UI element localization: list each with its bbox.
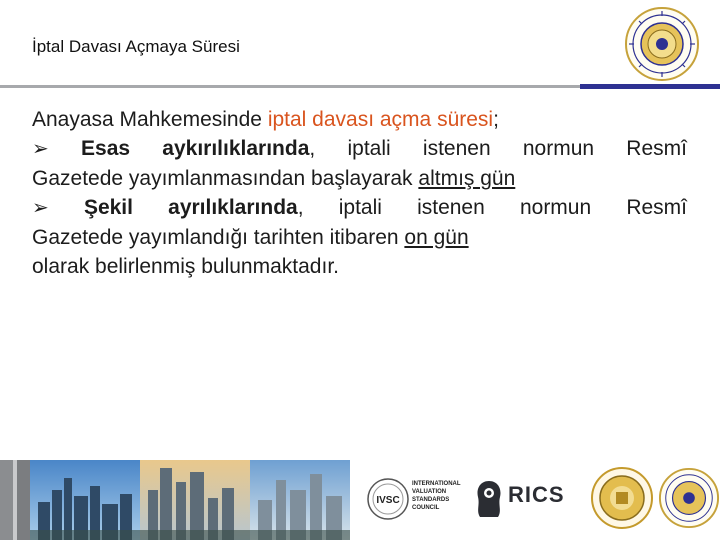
svg-text:IVSC: IVSC [376, 495, 400, 506]
intro-highlight: iptal davası açma süresi [267, 108, 494, 131]
intro-suffix: ; [493, 108, 499, 131]
ivsc-logo-icon [366, 477, 410, 521]
city-skyline-image [30, 460, 350, 540]
ankara-university-seal-icon [658, 466, 720, 530]
bullet-1 [32, 134, 687, 164]
bullet-1-text: , iptali istenen normun Resmî [309, 137, 687, 160]
arrow-bullet-icon: ➢ [32, 138, 49, 160]
intro-line [32, 105, 687, 134]
bullet-2-text: , iptali istenen normun Resmî [297, 196, 687, 219]
closing-line: olarak belirlenmiş bulunmaktadır. [32, 255, 339, 278]
bullet-2-line2 [32, 223, 687, 252]
header-divider-navy [580, 84, 720, 89]
arrow-bullet-icon: ➢ [32, 197, 49, 219]
slide-title: İptal Davası Açmaya Süresi [32, 37, 240, 56]
rics-label: RICS [508, 482, 565, 507]
gold-seal-icon [590, 466, 654, 530]
slide-body [32, 105, 687, 281]
bullet-1-bold: Esas aykırılıklarında [81, 137, 310, 160]
footer-stripes [0, 460, 30, 540]
rics-logo-icon [472, 477, 506, 521]
bullet-1-underlined: altmış gün [418, 167, 516, 190]
ivsc-full-name: INTERNATIONAL VALUATION STANDARDS COUNCIL [412, 481, 461, 511]
partner-logos [350, 460, 720, 540]
bullet-1-line2-text: Gazetede yayımlanmasından başlayarak [32, 167, 419, 190]
bullet-2 [32, 193, 687, 223]
bullet-1-line2 [32, 164, 687, 193]
intro-prefix: Anayasa Mahkemesinde [32, 108, 268, 131]
header-divider-gray [0, 85, 580, 88]
bullet-2-bold: Şekil ayrılıklarında [83, 196, 298, 219]
footer-banner [0, 460, 720, 540]
bullet-2-underlined: on gün [404, 226, 469, 249]
bullet-2-line2-text: Gazetede yayımlandığı tarihten itibaren [32, 226, 405, 249]
ankara-university-seal-icon [624, 6, 700, 82]
